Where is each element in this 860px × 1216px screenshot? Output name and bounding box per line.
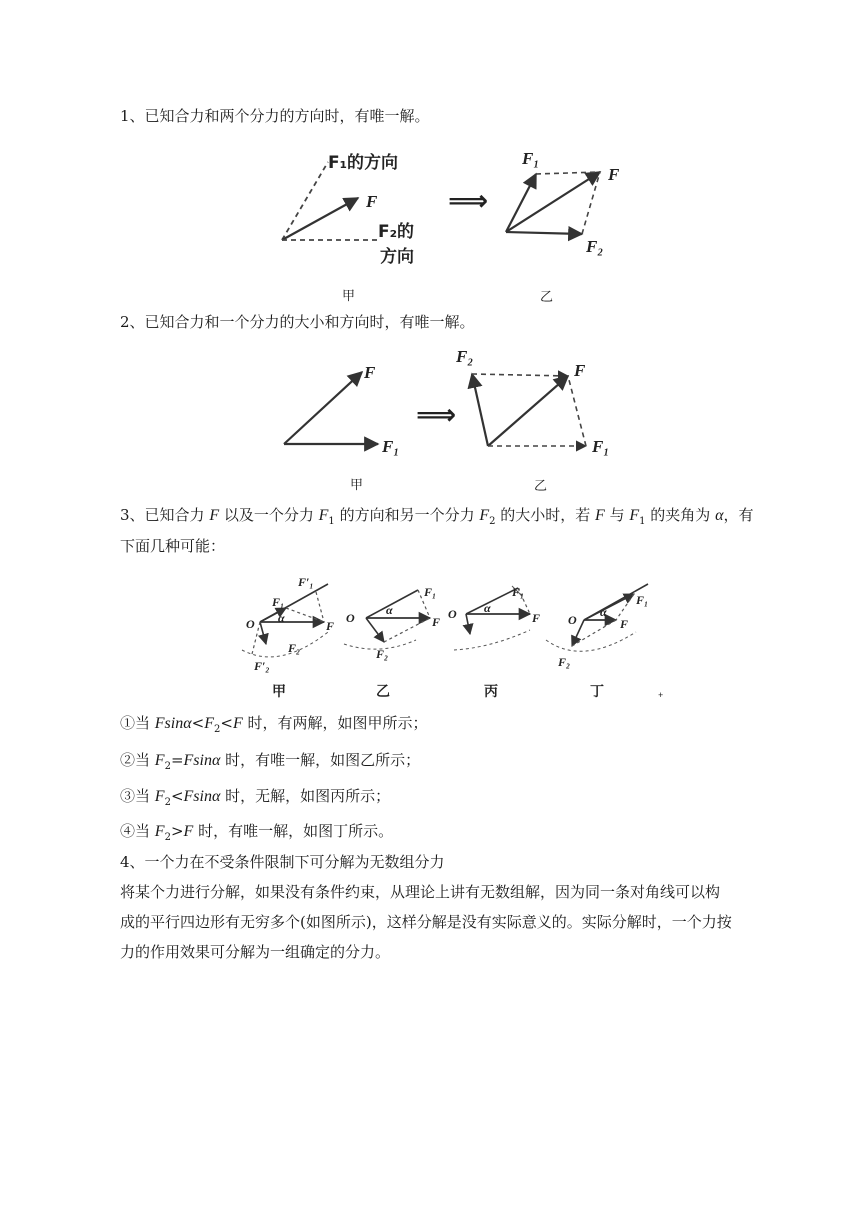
f1-label: F₁ [592, 437, 610, 456]
dashed-line [384, 618, 430, 642]
force-f-label: F [364, 363, 376, 382]
fig2-caption-right: 乙 [534, 479, 548, 494]
f1-direction-label: F₁的方向 [328, 153, 399, 173]
label-f: F [532, 611, 541, 625]
section3-line1: 3、已知合力 F 以及一个分力 $F_1$ 的方向和另一个分力 $F_2$ 的大小时，若 F 与 $F_1$ 的夹角为 α，有 [120, 506, 754, 527]
parallelogram-side [568, 376, 586, 446]
section2-text: 2、已知合力和一个分力的大小和方向时，有唯一解。 [120, 313, 475, 331]
section1-text: 1、已知合力和两个分力的方向时，有唯一解。 [120, 107, 430, 125]
fig3-caption-jia: 甲 [272, 684, 286, 700]
arc [546, 632, 636, 651]
f1-label: F₁ [522, 149, 540, 168]
section4-para-line3: 力的作用效果可分解为一组确定的分力。 [120, 943, 391, 961]
force-f2-arrow [472, 374, 488, 446]
force-f-arrow [284, 372, 362, 444]
f1-direction-line [466, 588, 518, 614]
case-1: ①当 $Fsin\alpha<F_2<F$ 时，有两解，如图甲所示； [120, 714, 428, 735]
label-f1: F₁ [512, 585, 525, 599]
label-f2: F₂ [376, 647, 389, 661]
dashed-line [286, 608, 324, 622]
label-f2-prime: F′₂ [254, 659, 270, 673]
f2-label: F₂ [456, 347, 474, 366]
label-alpha: α [600, 605, 607, 619]
figure1-diagram [270, 140, 630, 280]
fig2-caption-left: 甲 [350, 478, 364, 493]
arc [242, 632, 328, 657]
case-yi-diagram [344, 585, 440, 661]
case-4: ④当 $F_2>F$ 时，有唯一解，如图丁所示。 [120, 822, 394, 843]
label-f1-prime: F′₁ [298, 575, 314, 589]
f2-label: F₂ [586, 237, 604, 256]
f2-direction-label-b: 方向 [380, 247, 414, 267]
force-f-label: F [366, 192, 378, 211]
label-f1: F₁ [424, 585, 437, 599]
figure2-diagram [270, 340, 630, 470]
label-f1: F₁ [272, 595, 285, 609]
parallelogram-side [472, 374, 568, 376]
label-f2: F₂ [558, 655, 571, 669]
force-f1-label: F₁ [382, 437, 400, 456]
fig3-caption-bing: 丙 [484, 684, 498, 700]
f2-arrow [260, 622, 266, 644]
implies-arrow-icon: ⟹ [416, 398, 457, 431]
fig3-caption-yi: 乙 [376, 684, 390, 700]
label-alpha: α [278, 611, 285, 625]
f-label: F [574, 361, 586, 380]
case-ding-diagram [546, 584, 648, 669]
label-f: F [326, 619, 335, 633]
label-f1: F₁ [636, 593, 649, 607]
label-o: O [448, 607, 457, 621]
label-o: O [346, 611, 355, 625]
arc [454, 630, 530, 650]
case-3: ③当 $F_2<Fsin\alpha$ 时，无解，如图丙所示； [120, 787, 391, 808]
case-jia-diagram [242, 575, 334, 673]
f2-direction-label-a: F₂的 [378, 222, 415, 242]
section4-title: 4、一个力在不受条件限制下可分解为无数组分力 [120, 853, 445, 871]
label-alpha: α [386, 603, 393, 617]
fig1-caption-left: 甲 [342, 289, 356, 304]
label-alpha: α [484, 601, 491, 615]
case-2: ②当 $F_2=Fsin\alpha$ 时，有唯一解，如图乙所示； [120, 751, 421, 772]
resultant-f-arrow [488, 376, 568, 446]
section3-line2: 下面几种可能： [120, 537, 226, 555]
section4-para-line1: 将某个力进行分解，如果没有条件约束，从理论上讲有无数组解，因为同一条对角线可以构 [120, 883, 721, 901]
f2-arrow [466, 614, 470, 634]
label-f2: F₂ [288, 641, 301, 655]
implies-arrow-icon: ⟹ [448, 184, 489, 217]
fig1-caption-right: 乙 [540, 290, 554, 305]
dashed-line [316, 592, 324, 622]
case-bing-diagram [448, 585, 540, 650]
label-o: O [568, 613, 577, 627]
label-f: F [432, 615, 441, 629]
section4-para-line2: 成的平行四边形有无穷多个(如图所示)，这样分解是没有实际意义的。实际分解时，一个力按 [120, 913, 732, 931]
f2-arrow [366, 618, 384, 642]
figure3-diagram [240, 570, 680, 705]
parallelogram-side [536, 172, 600, 174]
label-o: O [246, 617, 255, 631]
force-f2-arrow [506, 232, 582, 234]
force-f-arrow [282, 198, 358, 240]
f-label: F [608, 165, 620, 184]
anchor-mark: + [658, 690, 664, 700]
label-f: F [620, 617, 629, 631]
fig3-caption-ding: 丁 [590, 684, 604, 700]
